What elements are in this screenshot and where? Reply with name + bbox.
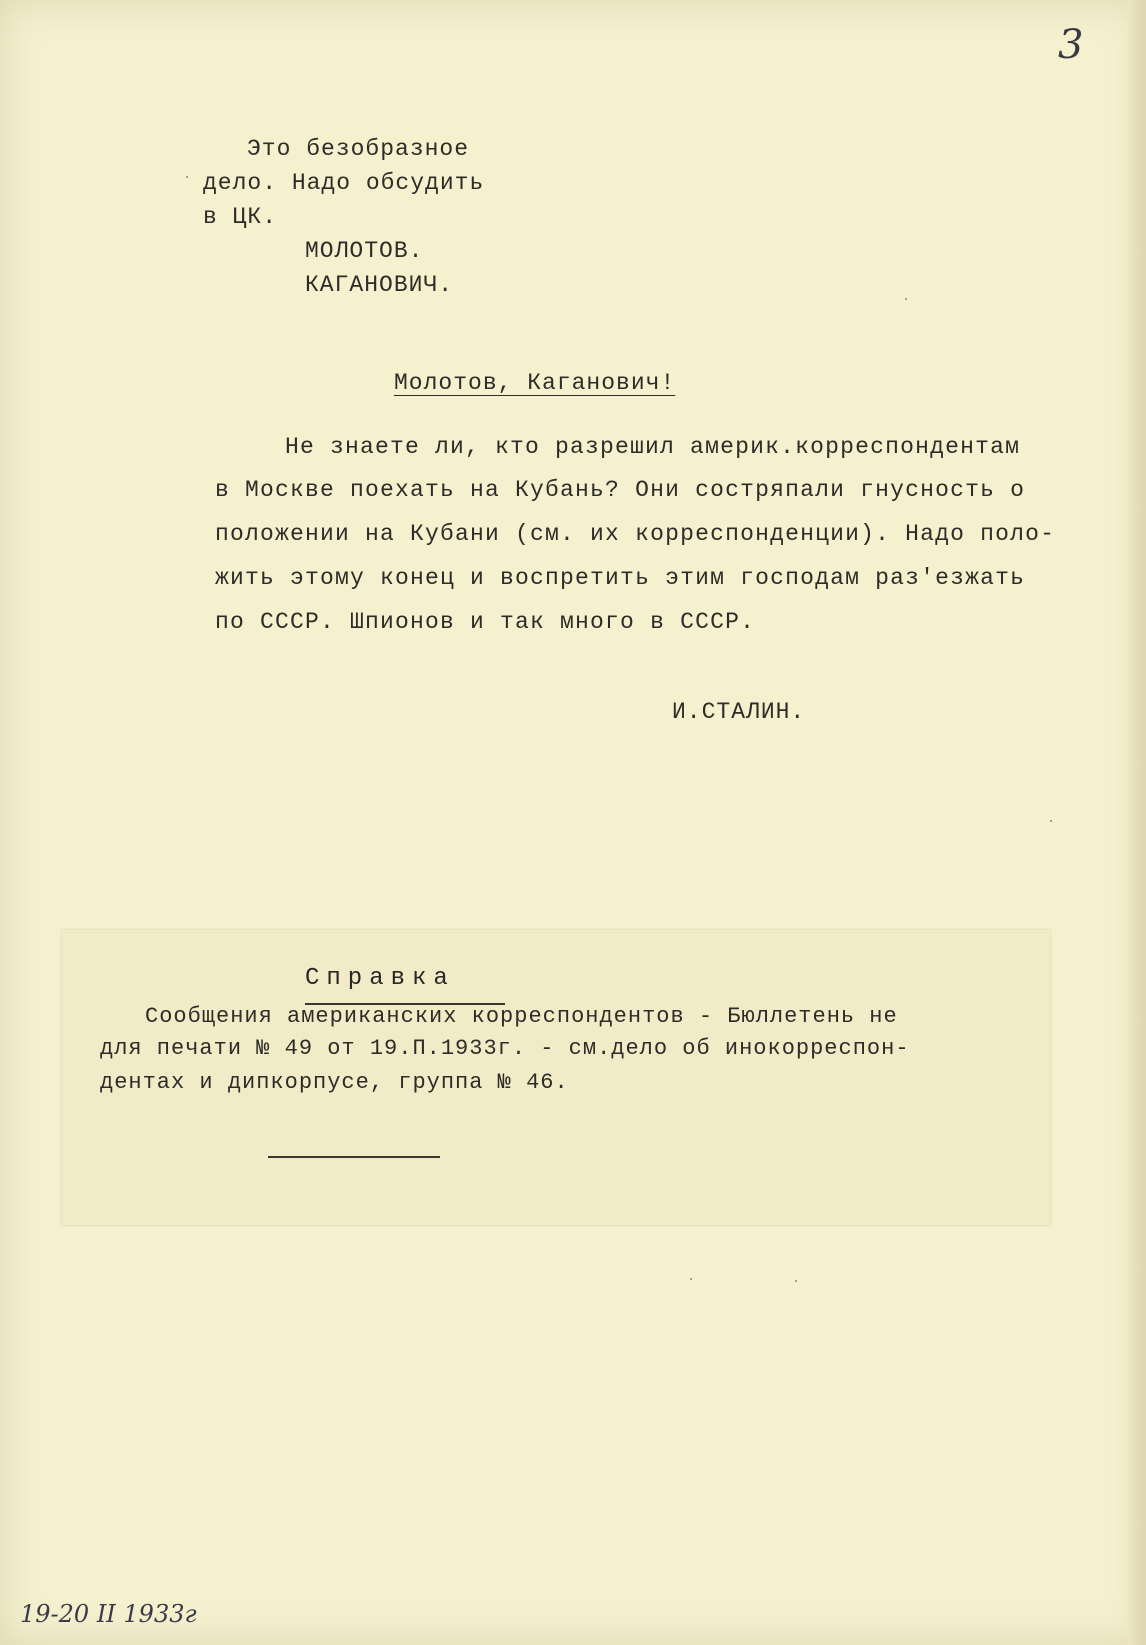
reference-slip-line-2: для печати № 49 от 19.П.1933г. - см.дело об инокорреспон- [100,1036,910,1061]
letter-body-line-1: Не знаете ли, кто разрешил америк.корреспондентам [285,434,1021,460]
letter-body-line-2: в Москве поехать на Кубань? Они состряпали гнусность о [215,477,1026,503]
paper-speck [186,176,188,178]
resolution-signature-kaganovich: КАГАНОВИЧ. [305,272,454,298]
resolution-line-2: дело. Надо обсудить [203,170,485,196]
paper-speck [905,298,907,300]
reference-slip-line-3: дентах и дипкорпусе, группа № 46. [100,1070,569,1095]
handwritten-date: 19-20 II 1933г [20,1600,197,1628]
paper-speck [1050,820,1052,822]
reference-slip-line-1: Сообщения американских корреспондентов - Бюллетень не [145,1004,898,1029]
closing-rule [268,1156,440,1158]
page-edge [1128,0,1146,1645]
letter-body-line-4: жить этому конец и воспретить этим господам раз'езжать [215,565,1026,591]
resolution-signature-molotov: МОЛОТОВ. [305,238,424,264]
letter-body-line-3: положении на Кубани (см. их корреспонденции). Надо поло- [215,521,1056,547]
paper-speck [795,1280,797,1282]
reference-slip-title: Справка [305,965,455,992]
letter-signature: И.СТАЛИН. [672,699,806,725]
paper-speck [690,1278,692,1280]
resolution-line-3: в ЦК. [203,204,278,230]
letter-salutation: Молотов, Каганович! [394,370,676,396]
page-number: 3 [1058,22,1084,68]
letter-body-line-5: по СССР. Шпионов и так много в СССР. [215,609,756,635]
resolution-line-1: Это безобразное [247,136,470,162]
